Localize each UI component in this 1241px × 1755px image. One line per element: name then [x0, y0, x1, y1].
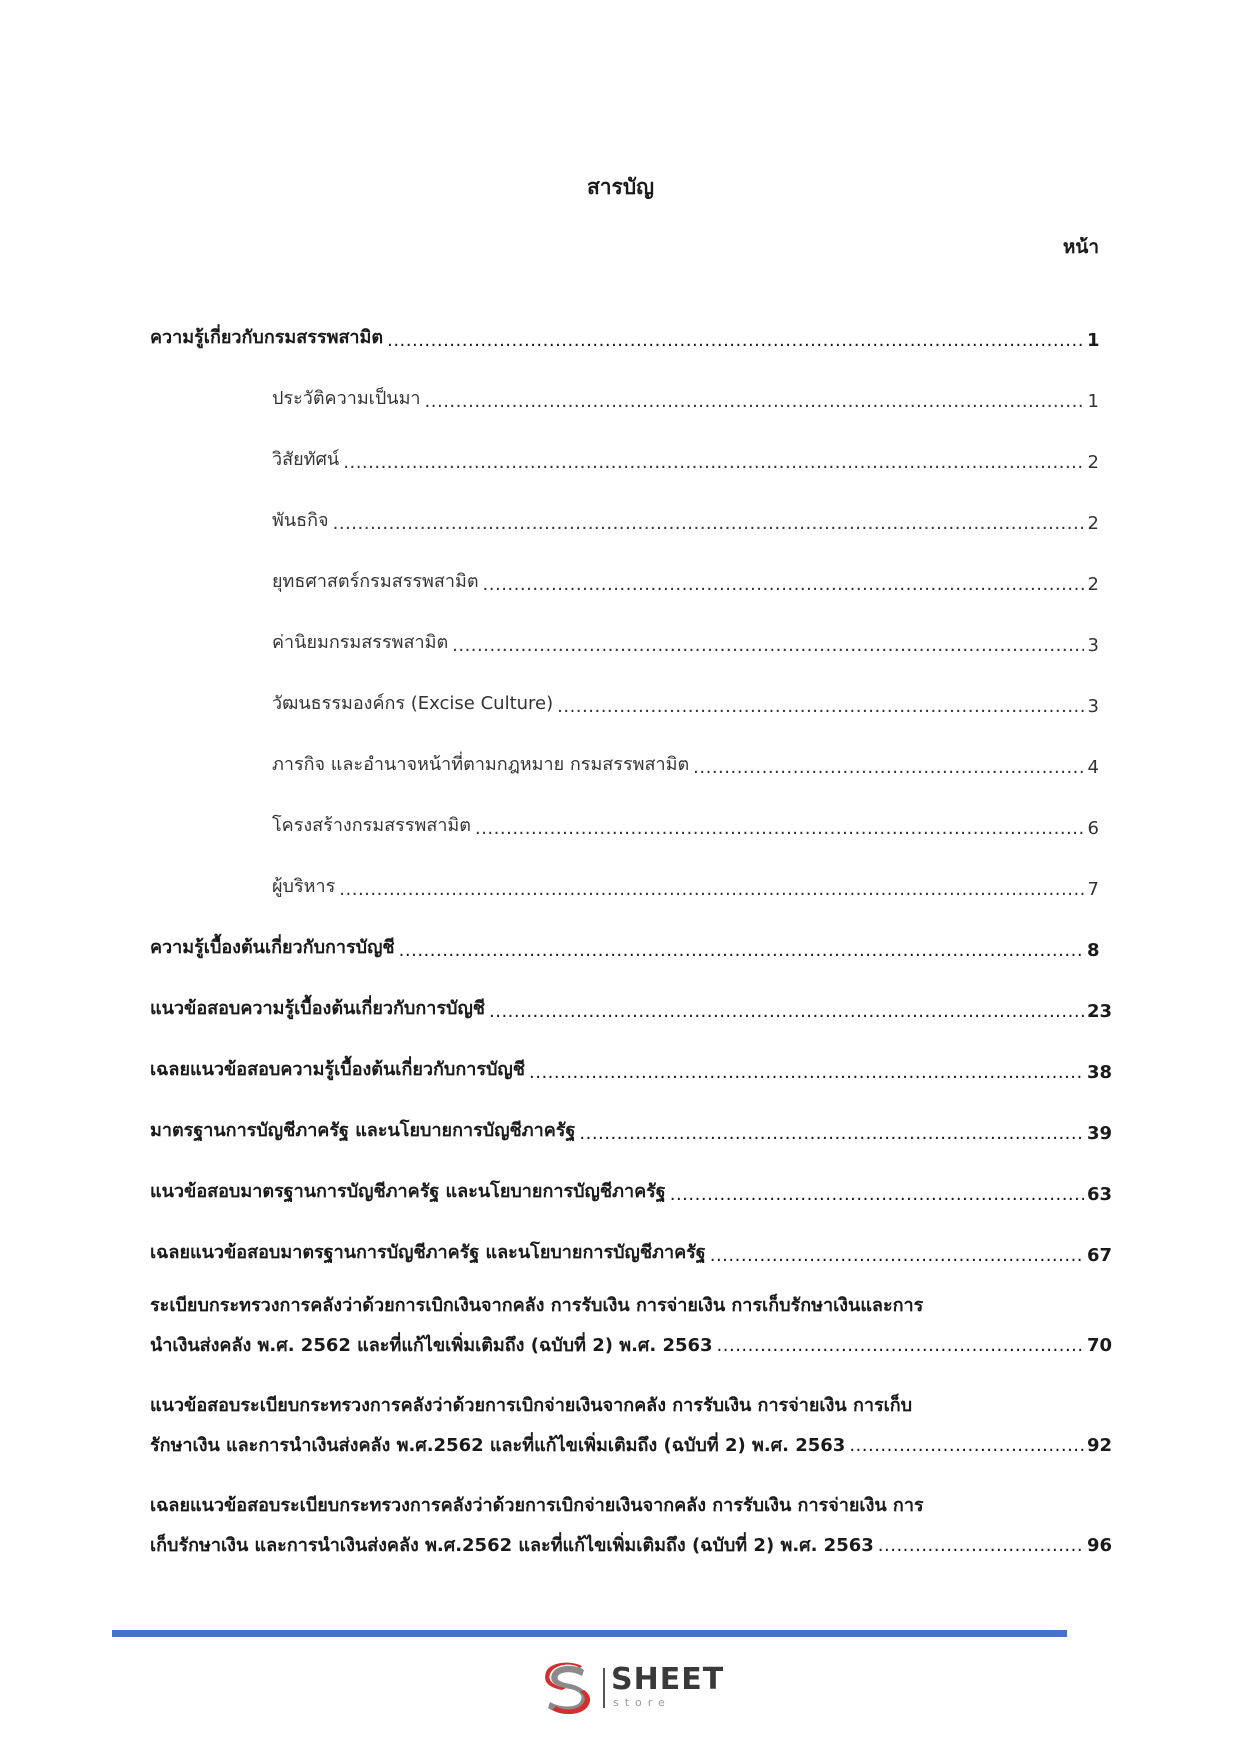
- toc-entry-page: 38: [1087, 1062, 1113, 1083]
- toc-leader-dots: [339, 879, 1084, 900]
- toc-entry-page: 2: [1087, 452, 1099, 473]
- toc-entry: [150, 961, 1113, 1022]
- toc-leader-dots: [670, 1184, 1084, 1205]
- toc-entry-page: 4: [1087, 757, 1099, 778]
- toc-entry-page: 3: [1087, 696, 1099, 717]
- toc-leader-dots: [452, 635, 1084, 656]
- toc-entry-label: ภารกิจ และอำนาจหน้าที่ตามกฎหมาย กรมสรรพสามิต: [272, 754, 690, 775]
- toc-entry-label: ความรู้เกี่ยวกับกรมสรรพสามิต: [150, 327, 384, 348]
- toc-entry: [150, 1022, 1113, 1083]
- toc-leader-dots: [557, 696, 1084, 717]
- logo-divider: [603, 1668, 605, 1708]
- toc-leader-dots: [387, 330, 1084, 351]
- toc-entry-label: ผู้บริหาร: [272, 876, 336, 897]
- toc-leader-dots: [489, 1001, 1084, 1022]
- toc-entry-multiline: [150, 1466, 1113, 1566]
- toc-entry-label: ยุทธศาสตร์กรมสรรพสามิต: [272, 571, 479, 592]
- toc-entry-line2: [150, 1526, 1113, 1566]
- toc-entry-label: พันธกิจ: [272, 510, 329, 531]
- toc-leader-dots: [710, 1245, 1084, 1266]
- toc-entry-label-line1: แนวข้อสอบระเบียบกระทรวงการคลังว่าด้วยการเบิกจ่ายเงินจากคลัง การรับเงิน การจ่ายเงิน การเก็บ: [150, 1395, 913, 1416]
- toc-entry-page: 1: [1087, 391, 1099, 412]
- toc-leader-dots: [333, 513, 1084, 534]
- toc-entry-label: วัฒนธรรมองค์กร (Excise Culture): [272, 693, 554, 714]
- toc-entry: [150, 290, 1099, 351]
- toc-entry-page: 67: [1087, 1245, 1113, 1266]
- toc-entry-label: มาตรฐานการบัญชีภาครัฐ และนโยบายการบัญชีภาครัฐ: [150, 1120, 576, 1141]
- toc-entry-page: 8: [1087, 940, 1100, 961]
- page-column-header: หน้า: [1062, 236, 1099, 258]
- toc-entry-page: 92: [1087, 1435, 1113, 1456]
- toc-entry: [150, 1083, 1113, 1144]
- toc-entry: [150, 900, 1099, 961]
- toc-leader-dots: [483, 574, 1084, 595]
- toc-entry-label-line2: รักษาเงิน และการนำเงินส่งคลัง พ.ศ.2562 และที่แก้ไขเพิ่มเติมถึง (ฉบับที่ 2) พ.ศ. 2563: [150, 1435, 846, 1456]
- toc-entry-page: 70: [1087, 1335, 1113, 1356]
- toc-entry: [150, 778, 1099, 839]
- toc-entry-page: 7: [1087, 879, 1099, 900]
- toc-entry: [150, 534, 1099, 595]
- toc-leader-dots: [475, 818, 1084, 839]
- toc-entry-page: 2: [1087, 513, 1099, 534]
- logo-subtext: store: [613, 1696, 671, 1709]
- toc-entry: [150, 473, 1099, 534]
- toc-entry-label: เฉลยแนวข้อสอบความรู้เบื้องต้นเกี่ยวกับการบัญชี: [150, 1059, 525, 1080]
- toc-entry: [150, 717, 1099, 778]
- toc-entry-page: 39: [1087, 1123, 1113, 1144]
- toc-leader-dots: [849, 1426, 1084, 1466]
- toc-entry-label: แนวข้อสอบมาตรฐานการบัญชีภาครัฐ และนโยบายการบัญชีภาครัฐ: [150, 1181, 666, 1202]
- toc-entry-page: 2: [1087, 574, 1099, 595]
- toc-entry: [150, 351, 1099, 412]
- toc-leader-dots: [425, 391, 1084, 412]
- toc-entry: [150, 1144, 1113, 1205]
- toc-entry-label: วิสัยทัศน์: [272, 449, 340, 470]
- toc-entry-label-line2: นำเงินส่งคลัง พ.ศ. 2562 และที่แก้ไขเพิ่มเติมถึง (ฉบับที่ 2) พ.ศ. 2563: [150, 1335, 713, 1356]
- toc-leader-dots: [878, 1526, 1084, 1566]
- toc-leader-dots: [399, 940, 1084, 961]
- toc-entry-page: 23: [1087, 1001, 1113, 1022]
- toc-leader-dots: [529, 1062, 1084, 1083]
- toc-entry-label-line2: เก็บรักษาเงิน และการนำเงินส่งคลัง พ.ศ.2562 และที่แก้ไขเพิ่มเติมถึง (ฉบับที่ 2) พ.ศ. 2563: [150, 1535, 874, 1556]
- toc-entry-label-line1: ระเบียบกระทรวงการคลังว่าด้วยการเบิกเงินจากคลัง การรับเงิน การจ่ายเงิน การเก็บรักษาเงินและการ: [150, 1295, 924, 1316]
- logo-wordmark: SHEET: [611, 1662, 725, 1697]
- table-of-contents: [150, 290, 1113, 1566]
- toc-entry: [150, 595, 1099, 656]
- toc-entry: [150, 656, 1099, 717]
- toc-entry-page: 1: [1087, 330, 1100, 351]
- toc-entry-multiline: [150, 1266, 1113, 1366]
- toc-entry: [150, 839, 1099, 900]
- toc-entry-page: 96: [1087, 1535, 1113, 1556]
- toc-entry-label: ความรู้เบื้องต้นเกี่ยวกับการบัญชี: [150, 937, 395, 958]
- toc-entry-label: เฉลยแนวข้อสอบมาตรฐานการบัญชีภาครัฐ และนโยบายการบัญชีภาครัฐ: [150, 1242, 706, 1263]
- toc-entry-multiline: [150, 1366, 1113, 1466]
- toc-leader-dots: [717, 1326, 1084, 1366]
- toc-entry-line2: [150, 1426, 1113, 1466]
- sheet-store-logo-icon: [540, 1660, 596, 1716]
- toc-leader-dots: [579, 1123, 1084, 1144]
- toc-entry-label: ค่านิยมกรมสรรพสามิต: [272, 632, 449, 653]
- footer-rule: [112, 1630, 1067, 1637]
- toc-entry-label: โครงสร้างกรมสรรพสามิต: [272, 815, 471, 836]
- toc-entry-page: 6: [1087, 818, 1099, 839]
- toc-entry: [150, 412, 1099, 473]
- toc-entry-label-line1: เฉลยแนวข้อสอบระเบียบกระทรวงการคลังว่าด้วยการเบิกจ่ายเงินจากคลัง การรับเงิน การจ่ายเงิน การ: [150, 1495, 924, 1516]
- toc-entry-page: 3: [1087, 635, 1099, 656]
- toc-leader-dots: [693, 757, 1084, 778]
- toc-entry-label: ประวัติความเป็นมา: [272, 388, 421, 409]
- toc-leader-dots: [343, 452, 1084, 473]
- toc-entry-label: แนวข้อสอบความรู้เบื้องต้นเกี่ยวกับการบัญชี: [150, 998, 485, 1019]
- toc-entry: [150, 1205, 1113, 1266]
- toc-title: สารบัญ: [586, 175, 655, 199]
- sheet-store-logo: [540, 1660, 725, 1716]
- toc-entry-line2: [150, 1326, 1113, 1366]
- toc-entry-page: 63: [1087, 1184, 1113, 1205]
